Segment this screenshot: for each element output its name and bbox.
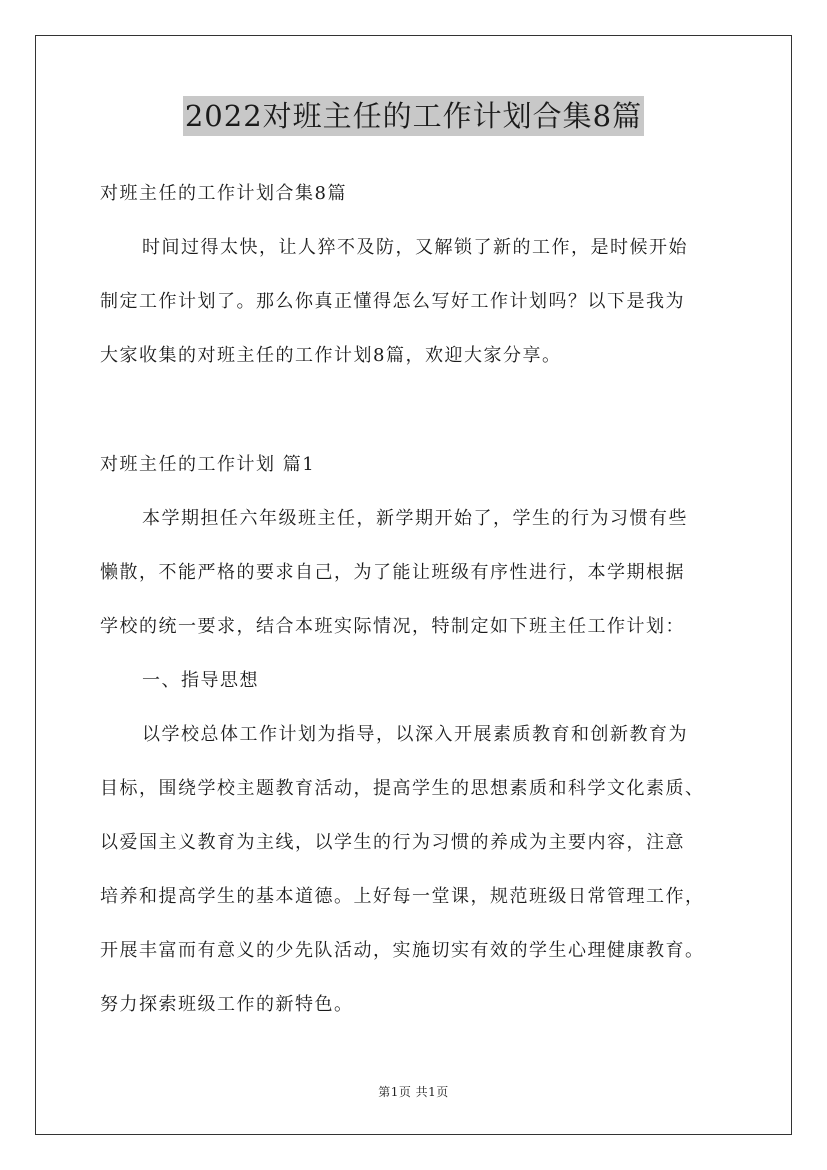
intro-line-2: 制定工作计划了。那么你真正懂得怎么写好工作计划吗？以下是我为	[100, 291, 685, 312]
document-title: 2022对班主任的工作计划合集8篇	[183, 96, 644, 136]
intro-line-1: 时间过得太快，让人猝不及防，又解锁了新的工作，是时候开始	[142, 237, 688, 258]
subheading-guiding-idea: 一、指导思想	[142, 670, 259, 691]
subtitle-line: 对班主任的工作计划合集8篇	[100, 183, 347, 204]
title-container	[0, 96, 827, 136]
body-line-3: 学校的统一要求，结合本班实际情况，特制定如下班主任工作计划：	[100, 616, 685, 637]
body-line-5: 目标，围绕学校主题教育活动，提高学生的思想素质和科学文化素质、	[100, 778, 705, 799]
body-line-4: 以学校总体工作计划为指导，以深入开展素质教育和创新教育为	[142, 724, 688, 745]
body-line-9: 努力探索班级工作的新特色。	[100, 994, 354, 1015]
body-line-1: 本学期担任六年级班主任，新学期开始了，学生的行为习惯有些	[142, 508, 688, 529]
body-line-6: 以爱国主义教育为主线，以学生的行为习惯的养成为主要内容，注意	[100, 832, 685, 853]
page-footer: 第1页 共1页	[378, 1085, 449, 1099]
section-heading: 对班主任的工作计划 篇1	[100, 454, 316, 475]
body-line-2: 懒散，不能严格的要求自己，为了能让班级有序性进行，本学期根据	[100, 562, 685, 583]
body-line-7: 培养和提高学生的基本道德。上好每一堂课，规范班级日常管理工作，	[100, 886, 705, 907]
intro-line-3: 大家收集的对班主任的工作计划8篇，欢迎大家分享。	[100, 345, 562, 366]
body-line-8: 开展丰富而有意义的少先队活动，实施切实有效的学生心理健康教育。	[100, 940, 705, 961]
